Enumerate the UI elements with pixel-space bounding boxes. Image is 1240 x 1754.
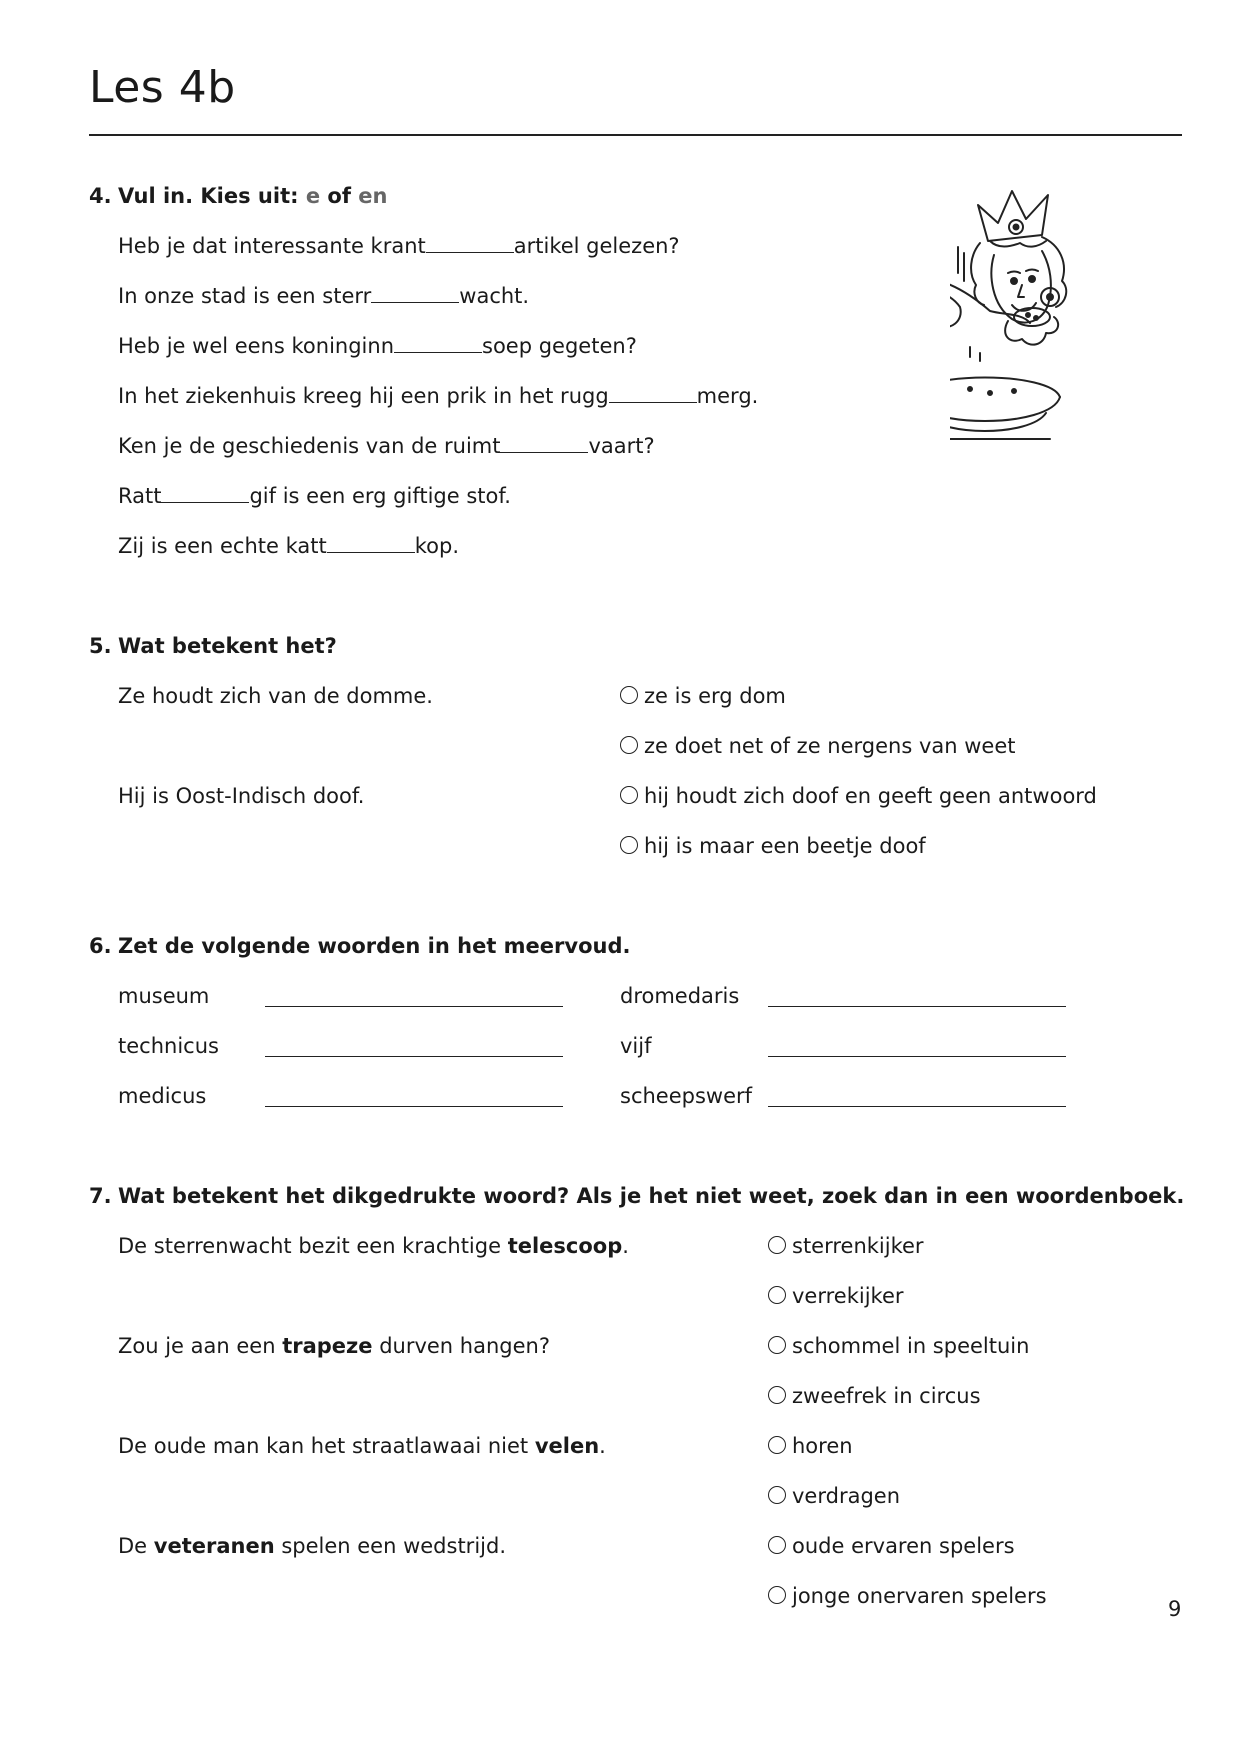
option-label: jonge onervaren spelers <box>792 1584 1047 1608</box>
radio-circle-icon[interactable] <box>768 1236 786 1254</box>
option-label: oude ervaren spelers <box>792 1534 1015 1558</box>
singular-word: dromedaris <box>620 984 740 1008</box>
exercise-7-instruction: Wat betekent het dikgedrukte woord? Als je het niet weet, zoek dan in een woordenboek. <box>118 1184 1185 1208</box>
fill-in-blank[interactable] <box>327 534 415 553</box>
sentence-end: merg. <box>696 384 759 408</box>
exercise-6-title <box>89 934 630 958</box>
fill-in-blank[interactable] <box>609 384 697 403</box>
sentence-end: artikel gelezen? <box>513 234 680 258</box>
sentence-part: De oude man kan het straatlawaai niet <box>118 1434 535 1458</box>
exercise-6-instruction: Zet de volgende woorden in het meervoud. <box>118 934 631 958</box>
plural-answer-line[interactable] <box>768 1006 1066 1007</box>
sentence-part: Zou je aan een <box>118 1334 283 1358</box>
radio-circle-icon[interactable] <box>768 1436 786 1454</box>
singular-word: vijf <box>620 1034 652 1058</box>
exercise-4-instruction: Vul in. Kies uit: <box>118 184 299 208</box>
exercise-5-instruction: Wat betekent het? <box>118 634 337 658</box>
option-label: horen <box>792 1434 853 1458</box>
fill-in-sentence <box>118 334 637 358</box>
sentence-start: Heb je dat interessante krant <box>118 234 426 258</box>
bold-word: telescoop <box>507 1234 623 1258</box>
answer-option[interactable] <box>620 684 786 708</box>
choice-en: en <box>358 184 388 208</box>
option-label: zweefrek in circus <box>792 1384 981 1408</box>
fill-in-sentence <box>118 434 655 458</box>
sentence-end: wacht. <box>459 284 530 308</box>
plural-answer-line[interactable] <box>768 1056 1066 1057</box>
title-divider <box>89 134 1182 136</box>
plural-answer-line[interactable] <box>265 1056 563 1057</box>
radio-circle-icon[interactable] <box>768 1586 786 1604</box>
answer-option[interactable] <box>620 734 1016 758</box>
radio-circle-icon[interactable] <box>620 686 638 704</box>
option-label: schommel in speeltuin <box>792 1334 1030 1358</box>
answer-option[interactable] <box>768 1534 1015 1558</box>
sentence-start: In het ziekenhuis kreeg hij een prik in het rugg <box>118 384 609 408</box>
option-label: hij houdt zich doof en geeft geen antwoord <box>644 784 1097 808</box>
option-label: ze doet net of ze nergens van weet <box>644 734 1016 758</box>
exercise-number: 7. <box>89 1184 112 1208</box>
sentence-part: durven hangen? <box>372 1334 550 1358</box>
sentence-start: Ken je de geschiedenis van de ruimt <box>118 434 501 458</box>
question-sentence <box>118 1234 629 1258</box>
fill-in-sentence <box>118 534 459 558</box>
fill-in-sentence <box>118 234 680 258</box>
option-label: verrekijker <box>792 1284 904 1308</box>
fill-in-blank[interactable] <box>500 434 588 453</box>
radio-circle-icon[interactable] <box>768 1336 786 1354</box>
question-sentence <box>118 1334 550 1358</box>
option-label: verdragen <box>792 1484 901 1508</box>
question-sentence <box>118 1534 506 1558</box>
queen-stirring-soup-icon <box>950 185 1140 459</box>
bold-word: veteranen <box>153 1534 275 1558</box>
fill-in-blank[interactable] <box>161 484 249 503</box>
singular-word: scheepswerf <box>620 1084 753 1108</box>
plural-answer-line[interactable] <box>265 1006 563 1007</box>
singular-word: museum <box>118 984 210 1008</box>
choice-e: e <box>305 184 321 208</box>
answer-option[interactable] <box>768 1484 900 1508</box>
exercise-number: 4. <box>89 184 112 208</box>
fill-in-blank[interactable] <box>371 284 459 303</box>
sentence-end: vaart? <box>588 434 655 458</box>
radio-circle-icon[interactable] <box>620 736 638 754</box>
fill-in-sentence <box>118 484 511 508</box>
choice-separator: of <box>327 184 351 208</box>
page-title: Les 4b <box>89 62 236 113</box>
singular-word: technicus <box>118 1034 219 1058</box>
answer-option[interactable] <box>620 784 1097 808</box>
question-sentence <box>118 1434 606 1458</box>
page-number: 9 <box>1168 1597 1182 1621</box>
sentence-start: Heb je wel eens koninginn <box>118 334 395 358</box>
radio-circle-icon[interactable] <box>768 1486 786 1504</box>
radio-circle-icon[interactable] <box>768 1386 786 1404</box>
option-label: hij is maar een beetje doof <box>644 834 926 858</box>
singular-word: medicus <box>118 1084 207 1108</box>
answer-option[interactable] <box>768 1434 853 1458</box>
sentence-start: In onze stad is een sterr <box>118 284 372 308</box>
sentence-part: De <box>118 1534 154 1558</box>
sentence-start: Zij is een echte katt <box>118 534 327 558</box>
sentence-part: . <box>599 1434 606 1458</box>
option-label: ze is erg dom <box>644 684 786 708</box>
expression-text: Ze houdt zich van de domme. <box>118 684 433 708</box>
radio-circle-icon[interactable] <box>768 1536 786 1554</box>
fill-in-sentence <box>118 384 758 408</box>
fill-in-sentence <box>118 284 529 308</box>
exercise-4-title <box>89 184 387 208</box>
radio-circle-icon[interactable] <box>620 786 638 804</box>
option-label: sterrenkijker <box>792 1234 924 1258</box>
bold-word: velen <box>534 1434 600 1458</box>
sentence-part: De sterrenwacht bezit een krachtige <box>118 1234 508 1258</box>
bold-word: trapeze <box>282 1334 373 1358</box>
sentence-end: gif is een erg giftige stof. <box>249 484 511 508</box>
answer-option[interactable] <box>768 1334 1029 1358</box>
sentence-end: soep gegeten? <box>482 334 637 358</box>
exercise-number: 5. <box>89 634 112 658</box>
answer-option[interactable] <box>768 1284 904 1308</box>
answer-option[interactable] <box>768 1384 981 1408</box>
answer-option[interactable] <box>768 1584 1047 1608</box>
expression-text: Hij is Oost-Indisch doof. <box>118 784 365 808</box>
sentence-end: kop. <box>414 534 460 558</box>
fill-in-blank[interactable] <box>394 334 482 353</box>
radio-circle-icon[interactable] <box>620 836 638 854</box>
sentence-part: spelen een wedstrijd. <box>274 1534 506 1558</box>
fill-in-blank[interactable] <box>426 234 514 253</box>
plural-answer-line[interactable] <box>265 1106 563 1107</box>
answer-option[interactable] <box>768 1234 924 1258</box>
exercise-5-title <box>89 634 337 658</box>
exercise-7-title <box>89 1184 1184 1208</box>
exercise-number: 6. <box>89 934 112 958</box>
radio-circle-icon[interactable] <box>768 1286 786 1304</box>
answer-option[interactable] <box>620 834 926 858</box>
sentence-start: Ratt <box>118 484 162 508</box>
plural-answer-line[interactable] <box>768 1106 1066 1107</box>
sentence-part: . <box>622 1234 629 1258</box>
